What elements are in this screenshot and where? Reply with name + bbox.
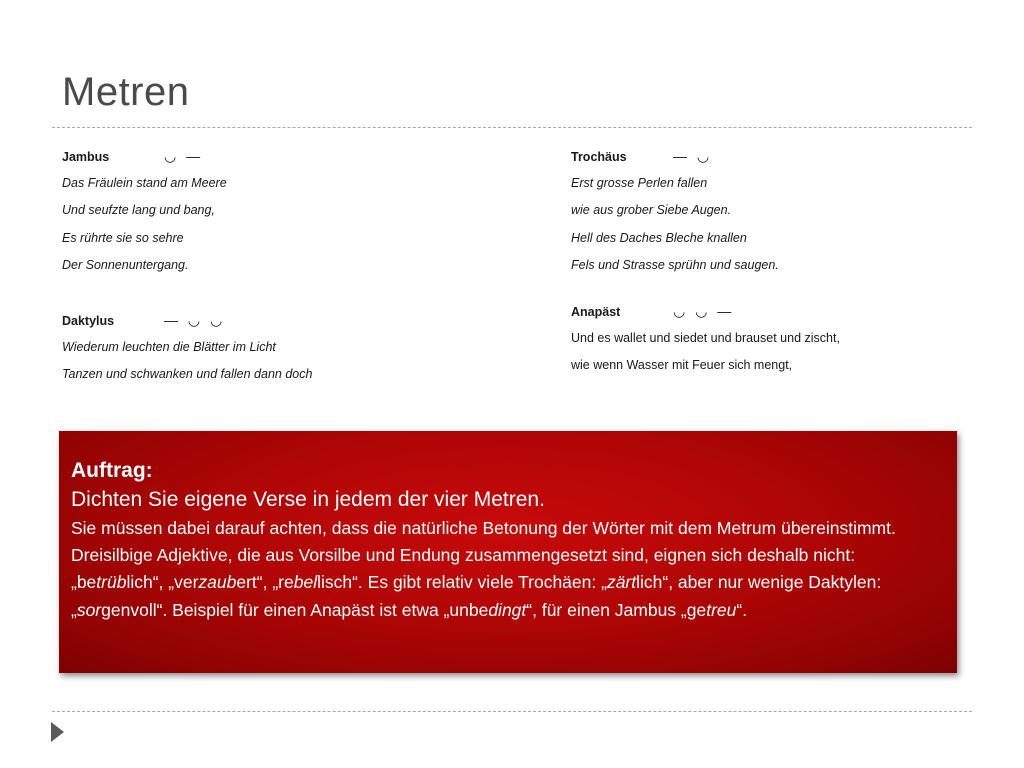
- task-text-6: genvoll“. Beispiel für einen Anapäst ist etwa „unbe: [101, 599, 489, 620]
- play-arrow-icon[interactable]: [51, 722, 64, 742]
- task-text-1: Sie müssen dabei darauf achten, dass die natürliche Betonung der Wörter mit dem Metrum übereinstimmt. Dreisilbige Adjektive, die aus Vorsilbe und Endung zusammengesetzt sind, eignen sich deshalb nicht: „be: [71, 518, 896, 593]
- trochaeus-line-2: wie aus grober Siebe Augen.: [571, 203, 732, 218]
- stress-syllable-7: treu: [706, 599, 737, 620]
- trochaeus-name: Trochäus: [571, 150, 627, 164]
- task-text-4: lisch“. Es gibt relativ viele Trochäen: „: [317, 572, 607, 593]
- bottom-divider: [52, 711, 972, 712]
- jambus-name: Jambus: [62, 150, 110, 164]
- stress-syllable-1: trüb: [96, 572, 127, 593]
- jambus-line-2: Und seufzte lang und bang,: [62, 203, 215, 218]
- daktylus-meter: — ◡ ◡: [164, 312, 226, 328]
- anapaest-line-1: Und es wallet und siedet und brauset und zischt,: [571, 331, 840, 345]
- stress-syllable-3: bel: [293, 572, 318, 593]
- trochaeus-block: [571, 143, 779, 279]
- trochaeus-line-1: Erst grosse Perlen fallen: [571, 176, 708, 190]
- slide-title: Metren: [62, 70, 190, 114]
- task-heading: Auftrag:: [71, 459, 153, 482]
- daktylus-line-2: Tanzen und schwanken und fallen dann doch: [62, 367, 313, 382]
- jambus-line-4: Der Sonnenuntergang.: [62, 257, 189, 272]
- task-text-2: lich“, „ver: [126, 572, 199, 593]
- anapaest-meter: ◡ ◡ —: [673, 303, 735, 319]
- task-subheading: Dichten Sie eigene Verse in jedem der vier Metren.: [71, 488, 545, 511]
- anapaest-name: Anapäst: [571, 305, 621, 319]
- task-text-3: ert“, „re: [236, 572, 294, 593]
- daktylus-line-1: Wiederum leuchten die Blätter im Licht: [62, 340, 276, 354]
- trochaeus-line-4: Fels und Strasse sprühn und saugen.: [571, 257, 779, 272]
- task-box: [59, 431, 957, 673]
- jambus-line-3: Es rührte sie so sehre: [62, 230, 184, 245]
- top-divider: [52, 127, 972, 128]
- stress-syllable-4: zärt: [606, 572, 637, 593]
- task-body: [71, 515, 945, 624]
- trochaeus-line-3: Hell des Daches Bleche knallen: [571, 230, 747, 245]
- stress-syllable-2: zaub: [198, 572, 237, 593]
- anapaest-block: [571, 298, 840, 380]
- stress-syllable-5: sor: [76, 599, 102, 620]
- anapaest-line-2: wie wenn Wasser mit Feuer sich mengt,: [571, 358, 793, 373]
- task-text-5: lich“, aber nur wenige Daktylen: „: [71, 572, 882, 620]
- trochaeus-meter: — ◡: [673, 148, 713, 164]
- stress-syllable-6: dingt: [488, 599, 527, 620]
- daktylus-block: [62, 307, 312, 389]
- task-text-7: “, für einen Jambus „ge: [526, 599, 707, 620]
- daktylus-name: Daktylus: [62, 314, 115, 328]
- task-text-8: “.: [736, 599, 748, 620]
- jambus-block: [62, 143, 227, 279]
- jambus-meter: ◡ —: [164, 148, 204, 164]
- jambus-line-1: Das Fräulein stand am Meere: [62, 176, 227, 190]
